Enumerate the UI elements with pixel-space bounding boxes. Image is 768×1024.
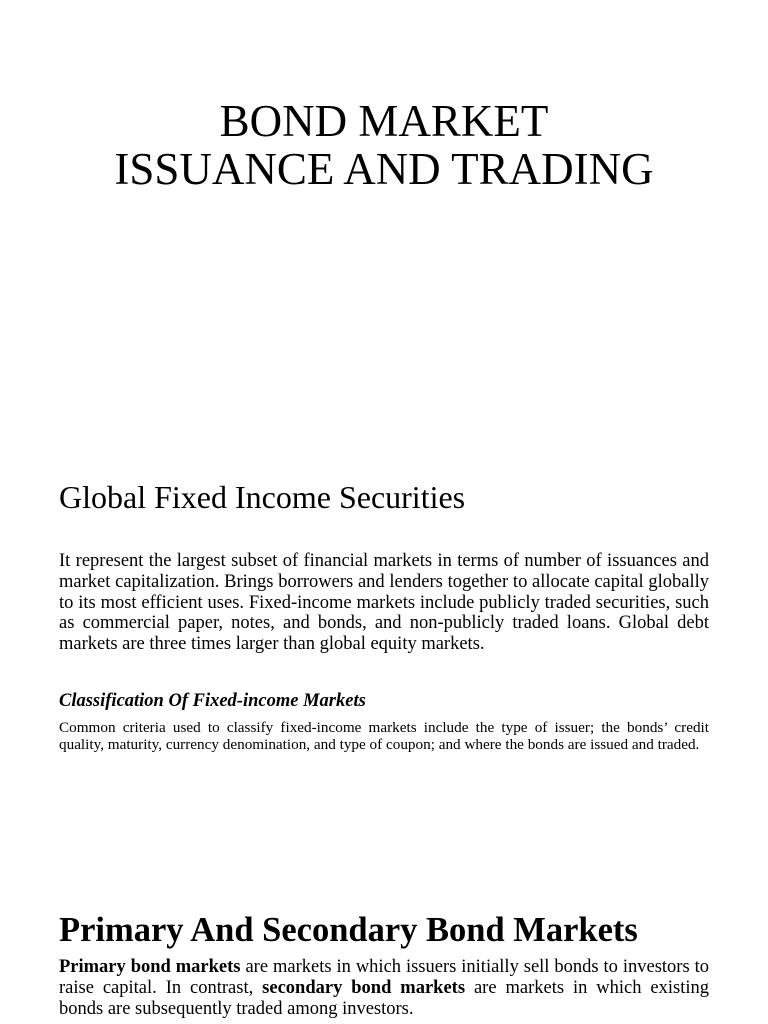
term-primary-bond-markets: Primary bond markets <box>59 957 241 977</box>
primary-secondary-heading: Primary And Secondary Bond Markets <box>59 911 638 949</box>
document-title <box>0 97 768 193</box>
primary-secondary-paragraph <box>59 957 709 1019</box>
primary-secondary-text-2: are markets in which existing bonds are subsequently traded among investors. <box>59 977 710 1019</box>
primary-secondary-text-1: are markets in which issuers initially sell bonds to investors to raise capital. In contrast, <box>59 957 709 998</box>
classification-paragraph: Common criteria used to classify fixed-income markets include the type of issuer; the bonds’ credit quality, maturity, currency denomination, and type of coupon; and where the bonds are issued and traded. <box>59 719 709 754</box>
classification-heading: Classification Of Fixed-income Markets <box>59 691 366 711</box>
term-secondary-bond-markets: secondary bond markets <box>262 977 466 998</box>
global-fixed-income-paragraph: It represent the largest subset of financial markets in terms of number of issuances and market capitalization. Brings borrowers and lenders together to allocate capital globally to its most efficient uses. Fixed-income markets include publicly traded securities, such as commercial paper, notes, and bonds, and non-publicly traded loans. Global debt markets are three times larger than global equity markets. <box>59 551 709 655</box>
section-heading-global-fixed-income: Global Fixed Income Securities <box>59 479 466 515</box>
title-line-1: BOND MARKET <box>219 96 549 146</box>
title-line-2: ISSUANCE AND TRADING <box>114 144 654 194</box>
